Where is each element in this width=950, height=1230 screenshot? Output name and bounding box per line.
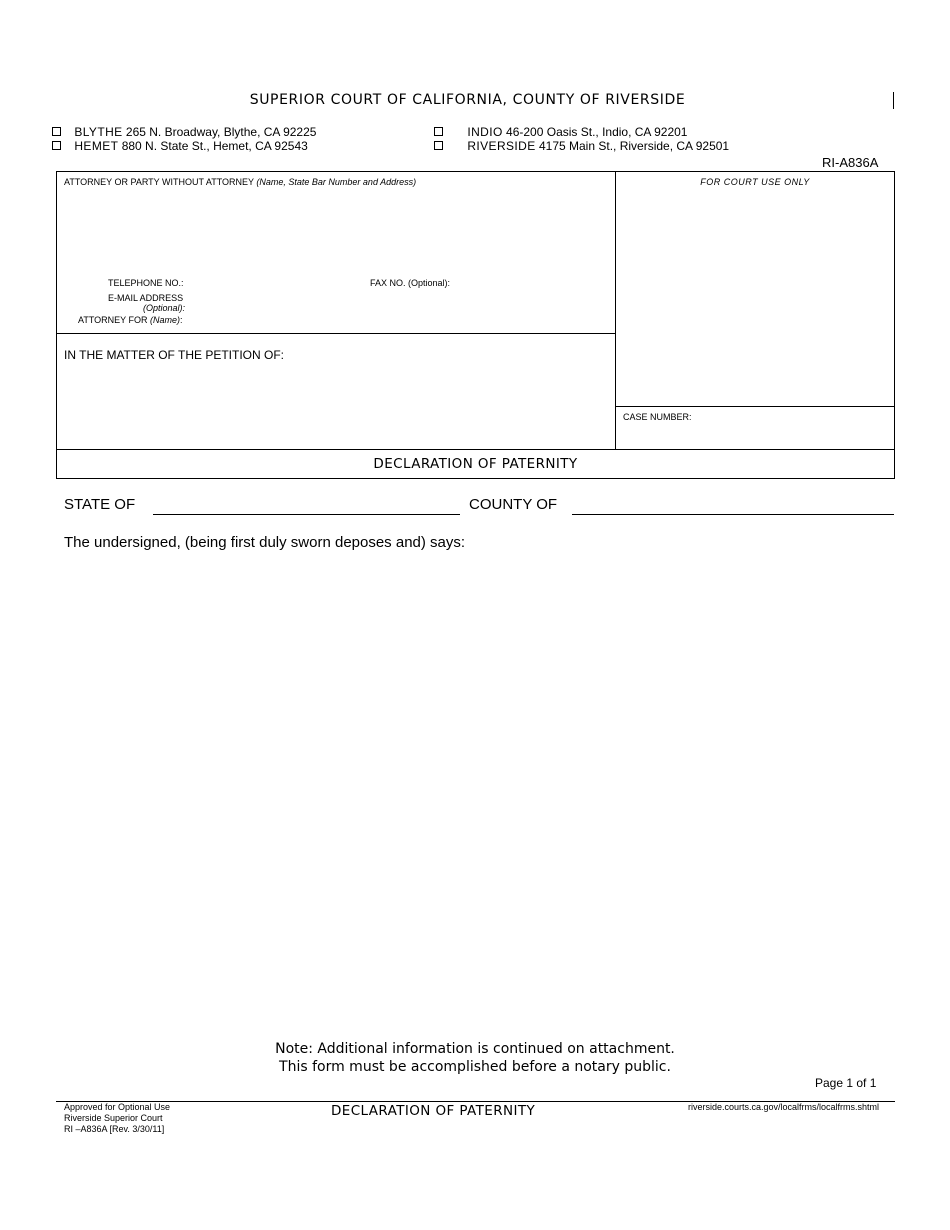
margin-tick bbox=[893, 92, 894, 109]
note-line-1: Note: Additional information is continued on attachment. bbox=[275, 1041, 675, 1057]
location-option-indio[interactable] bbox=[434, 125, 687, 139]
case-number-box[interactable] bbox=[615, 406, 895, 450]
location-address: 4175 Main St., Riverside, CA 92501 bbox=[538, 139, 730, 153]
checkbox-blythe[interactable] bbox=[52, 127, 61, 136]
telephone-label: TELEPHONE NO.: bbox=[108, 278, 184, 288]
matter-label: IN THE MATTER OF THE PETITION OF: bbox=[64, 348, 285, 362]
checkbox-riverside[interactable] bbox=[434, 141, 443, 150]
location-address: 46-200 Oasis St., Indio, CA 92201 bbox=[506, 125, 688, 139]
attorney-for-label: ATTORNEY FOR (Name): bbox=[78, 315, 183, 325]
fax-label: FAX NO. (Optional): bbox=[370, 278, 451, 288]
state-field[interactable] bbox=[153, 514, 460, 515]
checkbox-indio[interactable] bbox=[434, 127, 443, 136]
declaration-body-area[interactable] bbox=[56, 560, 895, 1030]
location-address: 880 N. State St., Hemet, CA 92543 bbox=[121, 139, 308, 153]
note-line-2: This form must be accomplished before a notary public. bbox=[279, 1059, 671, 1075]
county-field[interactable] bbox=[572, 514, 894, 515]
case-number-label: CASE NUMBER: bbox=[623, 412, 692, 422]
title-box bbox=[56, 449, 895, 479]
location-name: RIVERSIDE bbox=[467, 139, 536, 153]
attorney-label: ATTORNEY OR PARTY WITHOUT ATTORNEY (Name, State Bar Number and Address) bbox=[64, 177, 417, 187]
court-use-label: FOR COURT USE ONLY bbox=[700, 177, 810, 187]
location-address: 265 N. Broadway, Blythe, CA 92225 bbox=[125, 125, 317, 139]
state-label: STATE OF bbox=[64, 496, 136, 513]
location-name: BLYTHE bbox=[74, 125, 123, 139]
footer-approval: Approved for Optional Use Riverside Superior Court RI –A836A [Rev. 3/30/11] bbox=[64, 1102, 171, 1134]
declaration-intro: The undersigned, (being first duly sworn deposes and) says: bbox=[64, 534, 466, 551]
checkbox-hemet[interactable] bbox=[52, 141, 61, 150]
matter-box[interactable] bbox=[56, 333, 616, 450]
court-use-box bbox=[615, 171, 895, 407]
form-title: DECLARATION OF PATERNITY bbox=[373, 456, 578, 472]
location-option-blythe[interactable] bbox=[52, 125, 316, 139]
footer-title: DECLARATION OF PATERNITY bbox=[331, 1103, 536, 1119]
location-name: INDIO bbox=[467, 125, 503, 139]
location-name: HEMET bbox=[74, 139, 119, 153]
form-id: RI-A836A bbox=[822, 155, 879, 170]
court-title: SUPERIOR COURT OF CALIFORNIA, COUNTY OF RIVERSIDE bbox=[249, 92, 686, 108]
location-option-riverside[interactable] bbox=[434, 139, 729, 153]
email-optional-label: (Optional): bbox=[143, 303, 186, 313]
footer-url[interactable]: riverside.courts.ca.gov/localfrms/localfrms.shtml bbox=[688, 1102, 880, 1112]
location-option-hemet[interactable] bbox=[52, 139, 308, 153]
email-label: E-MAIL ADDRESS bbox=[108, 293, 184, 303]
attorney-box[interactable] bbox=[56, 171, 616, 334]
page-number: Page 1 of 1 bbox=[815, 1076, 877, 1090]
county-label: COUNTY OF bbox=[469, 496, 558, 513]
